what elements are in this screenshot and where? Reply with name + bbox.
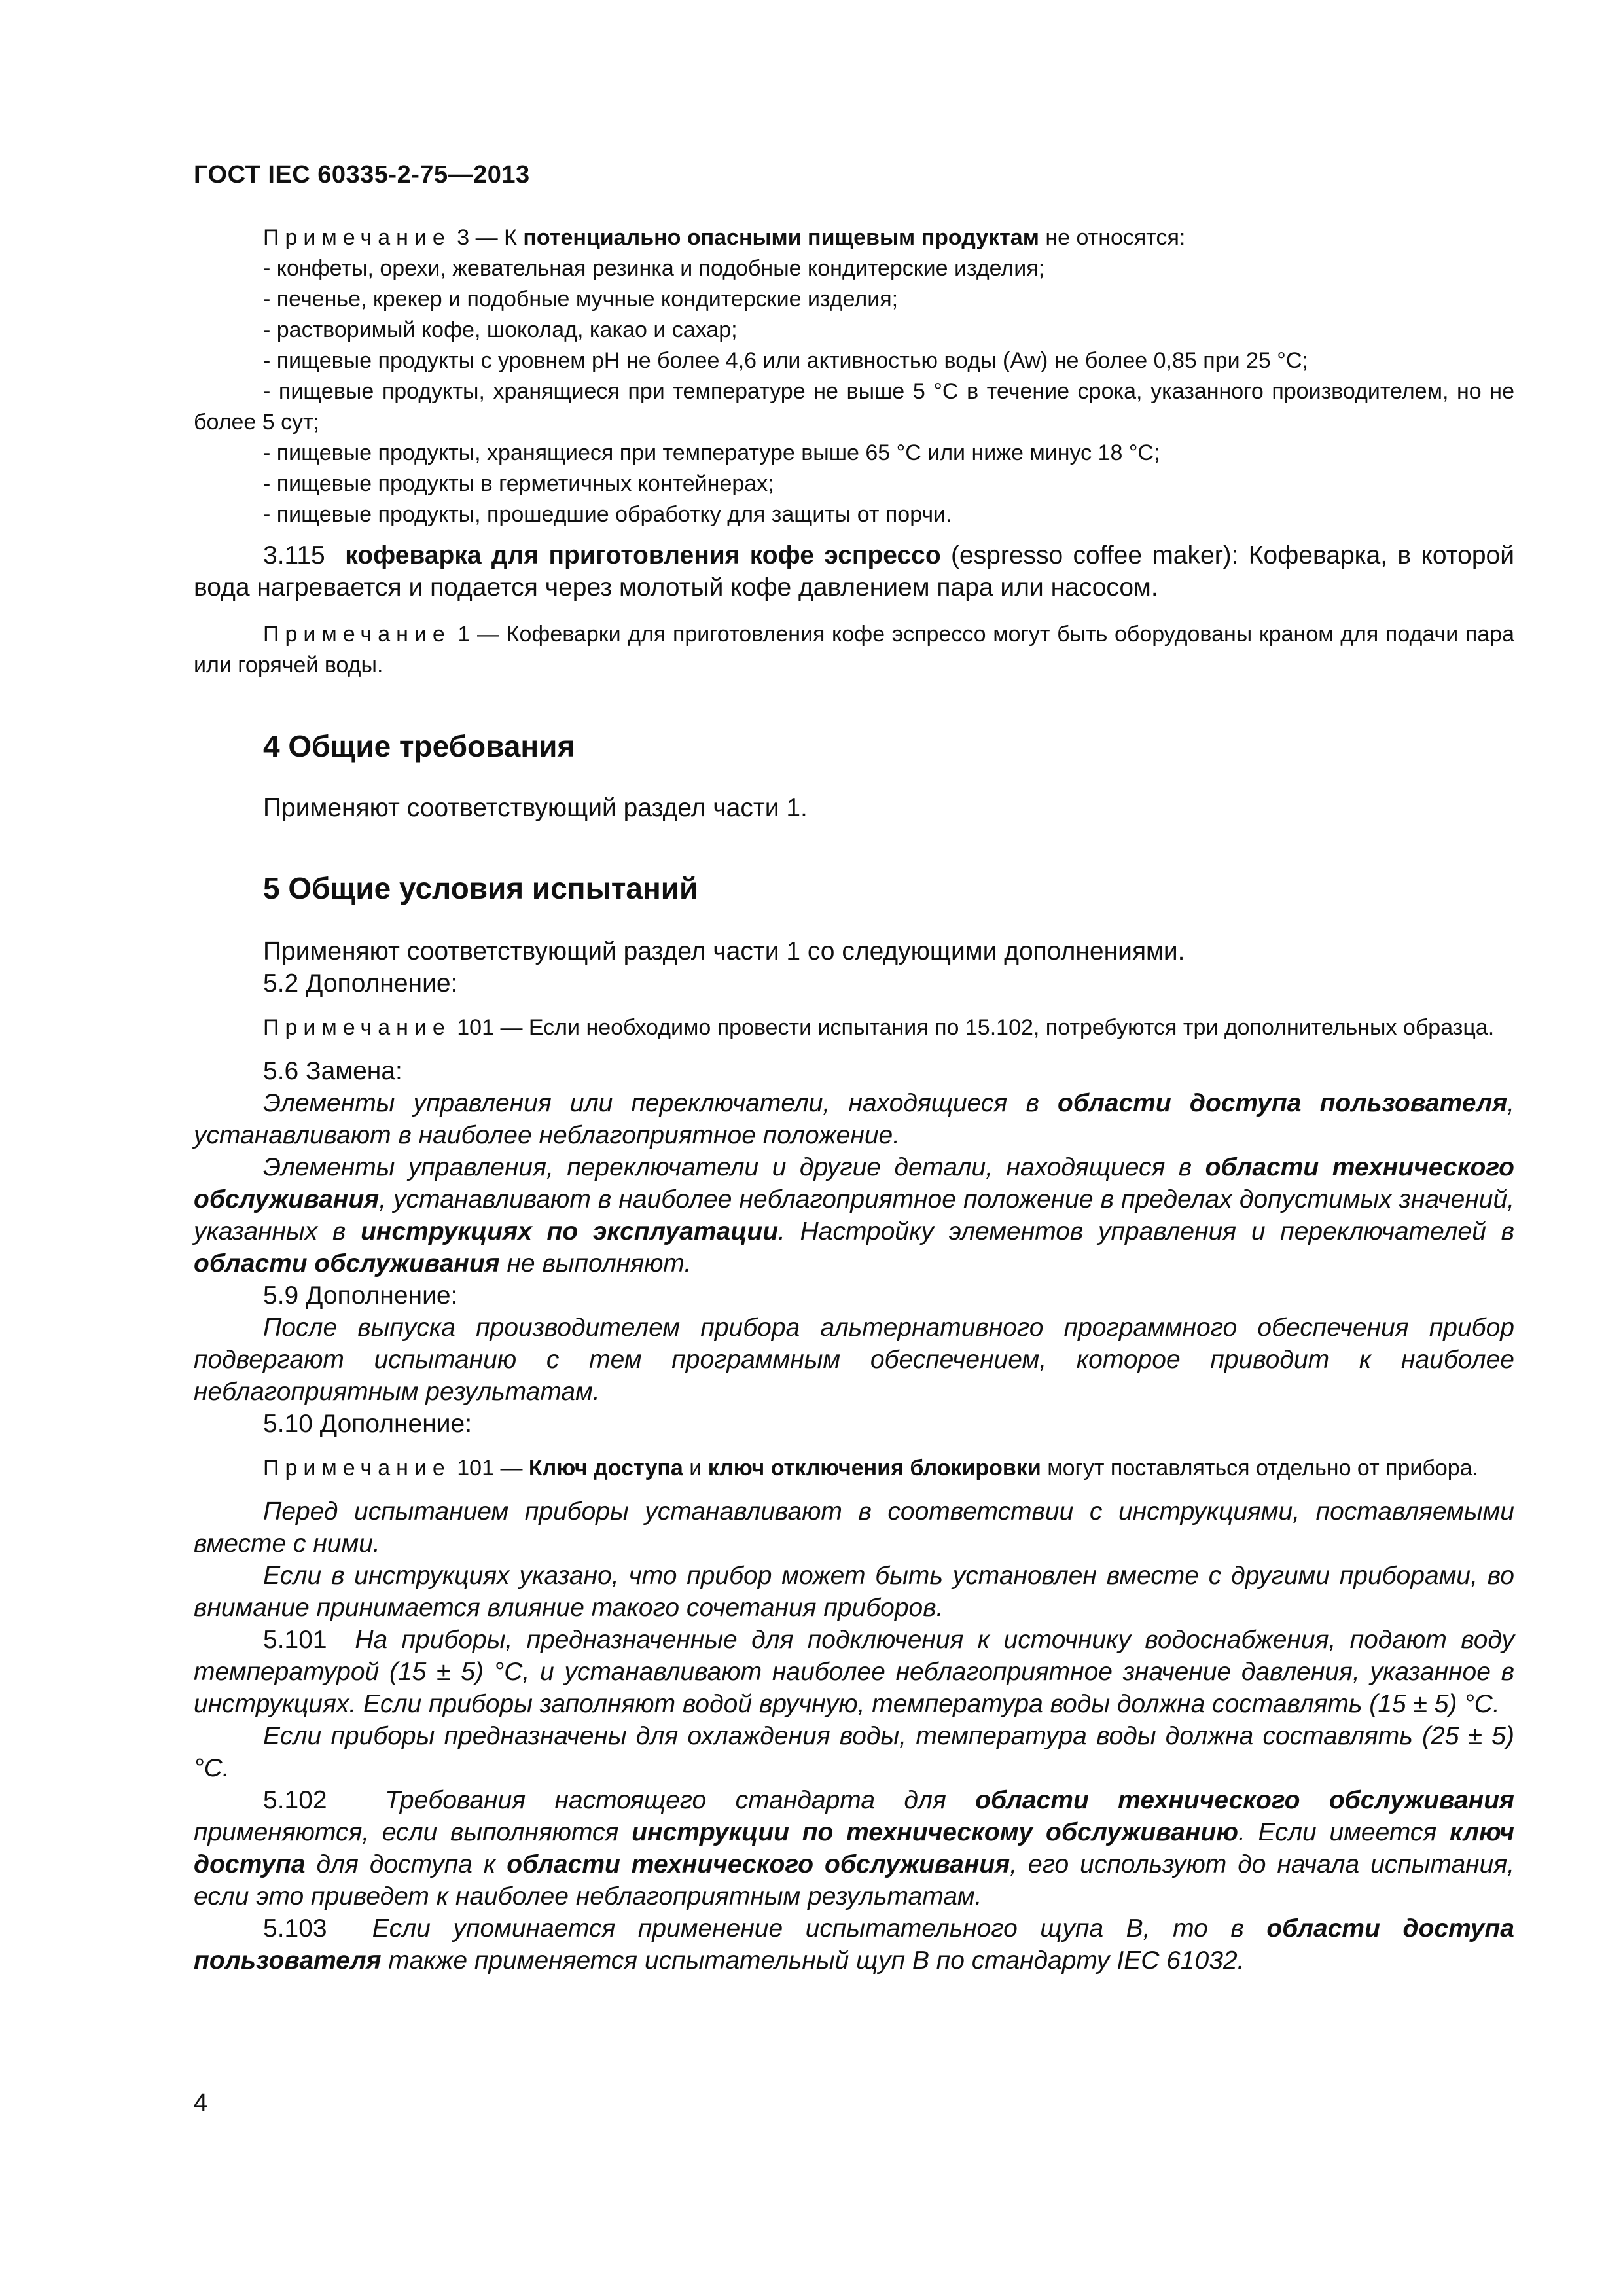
clause-5-9: 5.9 Дополнение: xyxy=(263,1282,458,1310)
note-label: Примечание xyxy=(263,225,451,250)
section-4-text: Применяют соответствующий раздел части 1. xyxy=(263,794,808,822)
definition-3-115: 3.115 кофеварка для приготовления кофе эспрессо (espresso coffee maker): Кофеварка, в которой вода нагревается и подается через молотый кофе давлением пара или насосом. xyxy=(194,541,1514,601)
clause-5-6-para-1: Элементы управления или переключатели, находящиеся в области доступа пользователя, устанавливают в наиболее неблагоприятное положение. xyxy=(194,1089,1515,1149)
note-item: - растворимый кофе, шоколад, какао и сахар; xyxy=(263,317,738,342)
note-item: - пищевые продукты, прошедшие обработку для защиты от порчи. xyxy=(263,502,952,527)
clause-5-2: 5.2 Дополнение: xyxy=(263,969,458,997)
note-1: Примечание 1 — Кофеварки для приготовления кофе эспрессо могут быть оборудованы краном для подачи пара или горячей воды. xyxy=(194,622,1514,677)
page-number: 4 xyxy=(194,2089,208,2117)
clause-5-101-para-2: Если приборы предназначены для охлаждения воды, температура воды должна составлять (25 ± 5) °С. xyxy=(194,1722,1514,1782)
clause-5-102: 5.102 Требования настоящего стандарта для области технического обслуживания применяются, если выполняются инструкции по техническому обслуживанию. Если имеется ключ доступа для доступа к области технического обслуживания, его используют до начала испытания, если это приведет к наиболее неблагоприятным результатам. xyxy=(194,1786,1515,1910)
note-item: - пищевые продукты, хранящиеся при температуре не выше 5 °С в течение срока, указанного производителем, но не более 5 сут; xyxy=(194,379,1514,435)
note-item: - пищевые продукты, хранящиеся при температуре выше 65 °С или ниже минус 18 °С; xyxy=(263,440,1160,465)
document-header: ГОСТ IEC 60335-2-75—2013 xyxy=(194,161,530,188)
clause-5-101: 5.101 На приборы, предназначенные для подключения к источнику водоснабжения, подают воду температурой (15 ± 5) °С, и устанавливают наиболее неблагоприятное значение давления, указанное в инструкциях. Если приборы заполняют водой вручную, температура воды должна составлять (15 ± 5) °С. xyxy=(194,1626,1515,1718)
note-item: - пищевые продукты в герметичных контейнерах; xyxy=(263,471,774,496)
note-item: - пищевые продукты с уровнем рН не более 4,6 или активностью воды (Aw) не более 0,85 при 25 °С; xyxy=(263,348,1308,373)
clause-5-10-para-2: Если в инструкциях указано, что прибор может быть установлен вместе с другими приборами, во внимание принимается влияние такого сочетания приборов. xyxy=(194,1562,1514,1622)
section-5-intro: Применяют соответствующий раздел части 1 со следующими дополнениями. xyxy=(263,937,1185,965)
clause-5-10-para-1: Перед испытанием приборы устанавливают в соответствии с инструкциями, поставляемыми вместе с ними. xyxy=(194,1498,1514,1558)
page-content xyxy=(194,223,1514,1977)
clause-5-10: 5.10 Дополнение: xyxy=(263,1410,473,1438)
note-item: - конфеты, орехи, жевательная резинка и подобные кондитерские изделия; xyxy=(263,256,1045,281)
note-101-keys: Примечание 101 — Ключ доступа и ключ отключения блокировки могут поставляться отдельно от прибора. xyxy=(263,1456,1479,1480)
clause-5-6-para-2: Элементы управления, переключатели и другие детали, находящиеся в области технического обслуживания, устанавливают в наиболее неблагоприятное положение в пределах допустимых значений, указанных в инструкциях по эксплуатации. Настройку элементов управления и переключателей в области обслуживания не выполняют. xyxy=(194,1153,1515,1278)
note-101: Примечание 101 — Если необходимо провести испытания по 15.102, потребуются три дополнительных образца. xyxy=(263,1015,1495,1040)
section-4-heading: 4 Общие требования xyxy=(263,729,575,763)
clause-5-103: 5.103 Если упоминается применение испытательного щупа В, то в области доступа пользователя также применяется испытательный щуп В по стандарту IEC 61032. xyxy=(194,1914,1514,1975)
clause-5-6: 5.6 Замена: xyxy=(263,1057,402,1085)
section-5-heading: 5 Общие условия испытаний xyxy=(263,871,698,905)
clause-5-9-para: После выпуска производителем прибора альтернативного программного обеспечения прибор подвергают испытанию с тем программным обеспечением, которое приводит к наиболее неблагоприятным результатам. xyxy=(194,1314,1514,1406)
note-3: Примечание 3 — К потенциально опасными пищевым продуктам не относятся: xyxy=(263,225,1186,250)
note-item: - печенье, крекер и подобные мучные кондитерские изделия; xyxy=(263,287,899,312)
note-number: 3 xyxy=(457,225,470,250)
